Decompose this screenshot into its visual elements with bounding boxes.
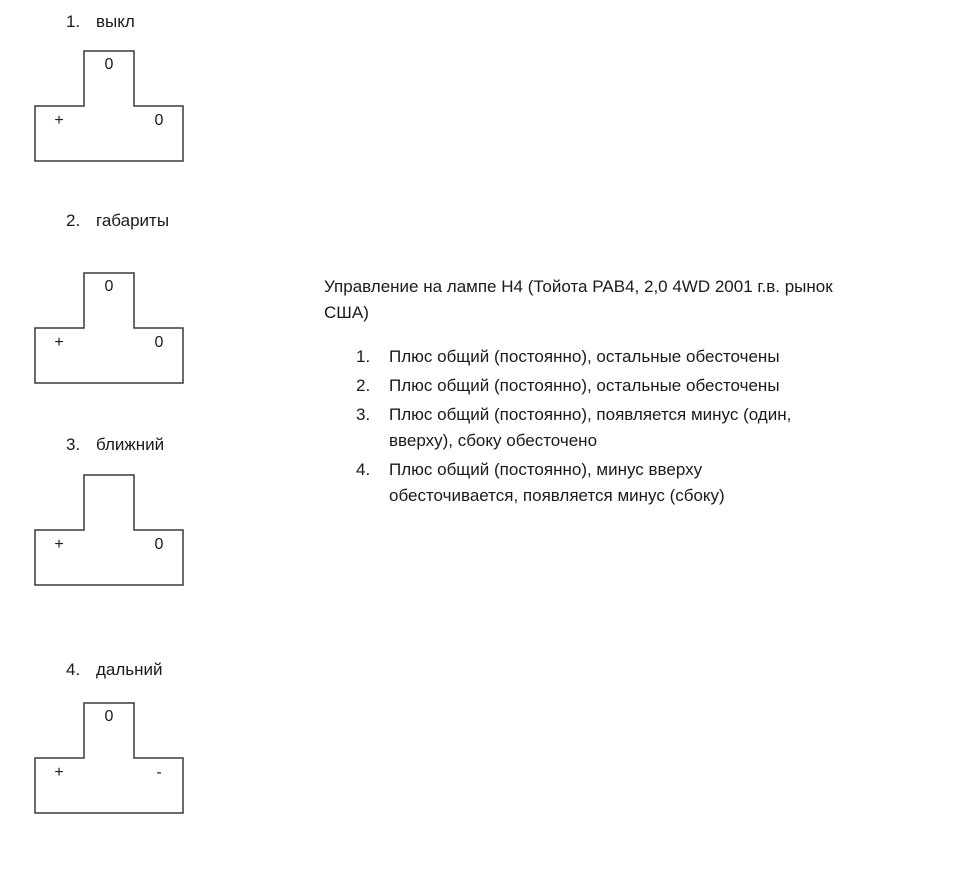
pin-top-label: 0 — [104, 278, 114, 295]
pin-left-label: + — [54, 334, 64, 351]
connector-diagram-2 — [34, 272, 184, 384]
connector-diagram-1 — [34, 50, 184, 162]
list-item — [324, 373, 819, 399]
list-item-number: 4. — [356, 460, 371, 479]
connector-diagram-4 — [34, 702, 184, 814]
state-label: дальний — [96, 660, 163, 679]
pin-top-label: 0 — [104, 56, 114, 73]
list-item-number: 2. — [356, 376, 371, 395]
description-block — [324, 274, 844, 512]
list-item — [324, 457, 819, 509]
state-heading-2 — [66, 211, 169, 231]
state-number: 3. — [66, 435, 81, 454]
state-number: 4. — [66, 660, 81, 679]
list-item — [324, 344, 819, 370]
pin-left-label: + — [54, 764, 64, 781]
state-heading-4 — [66, 660, 163, 680]
pin-left-label: + — [54, 112, 64, 129]
pin-right-label: - — [156, 764, 162, 781]
list-item-text: Плюс общий (постоянно), минус вверху обесточивается, появляется минус (сбоку) — [389, 460, 725, 505]
pin-right-label: 0 — [154, 334, 164, 351]
connector-outline — [34, 474, 184, 586]
list-item-text: Плюс общий (постоянно), остальные обесточены — [389, 376, 780, 395]
description-title: Управление на лампе Н4 (Тойота РАВ4, 2,0 4WD 2001 г.в. рынок США) — [324, 277, 833, 322]
list-item-text: Плюс общий (постоянно), появляется минус (один, вверху), сбоку обесточено — [389, 405, 792, 450]
state-label: выкл — [96, 12, 135, 31]
pin-right-label: 0 — [154, 536, 164, 553]
state-number: 2. — [66, 211, 81, 230]
list-item-number: 3. — [356, 405, 371, 424]
pin-left-label: + — [54, 536, 64, 553]
state-heading-1 — [66, 12, 135, 32]
state-label: ближний — [96, 435, 165, 454]
list-item — [324, 402, 819, 454]
pin-right-label: 0 — [154, 112, 164, 129]
description-list — [324, 344, 844, 509]
connector-diagram-3 — [34, 474, 184, 586]
pin-top-label: 0 — [104, 708, 114, 725]
list-item-text: Плюс общий (постоянно), остальные обесточены — [389, 347, 780, 366]
state-number: 1. — [66, 12, 81, 31]
list-item-number: 1. — [356, 347, 371, 366]
state-heading-3 — [66, 435, 164, 455]
state-label: габариты — [96, 211, 170, 230]
